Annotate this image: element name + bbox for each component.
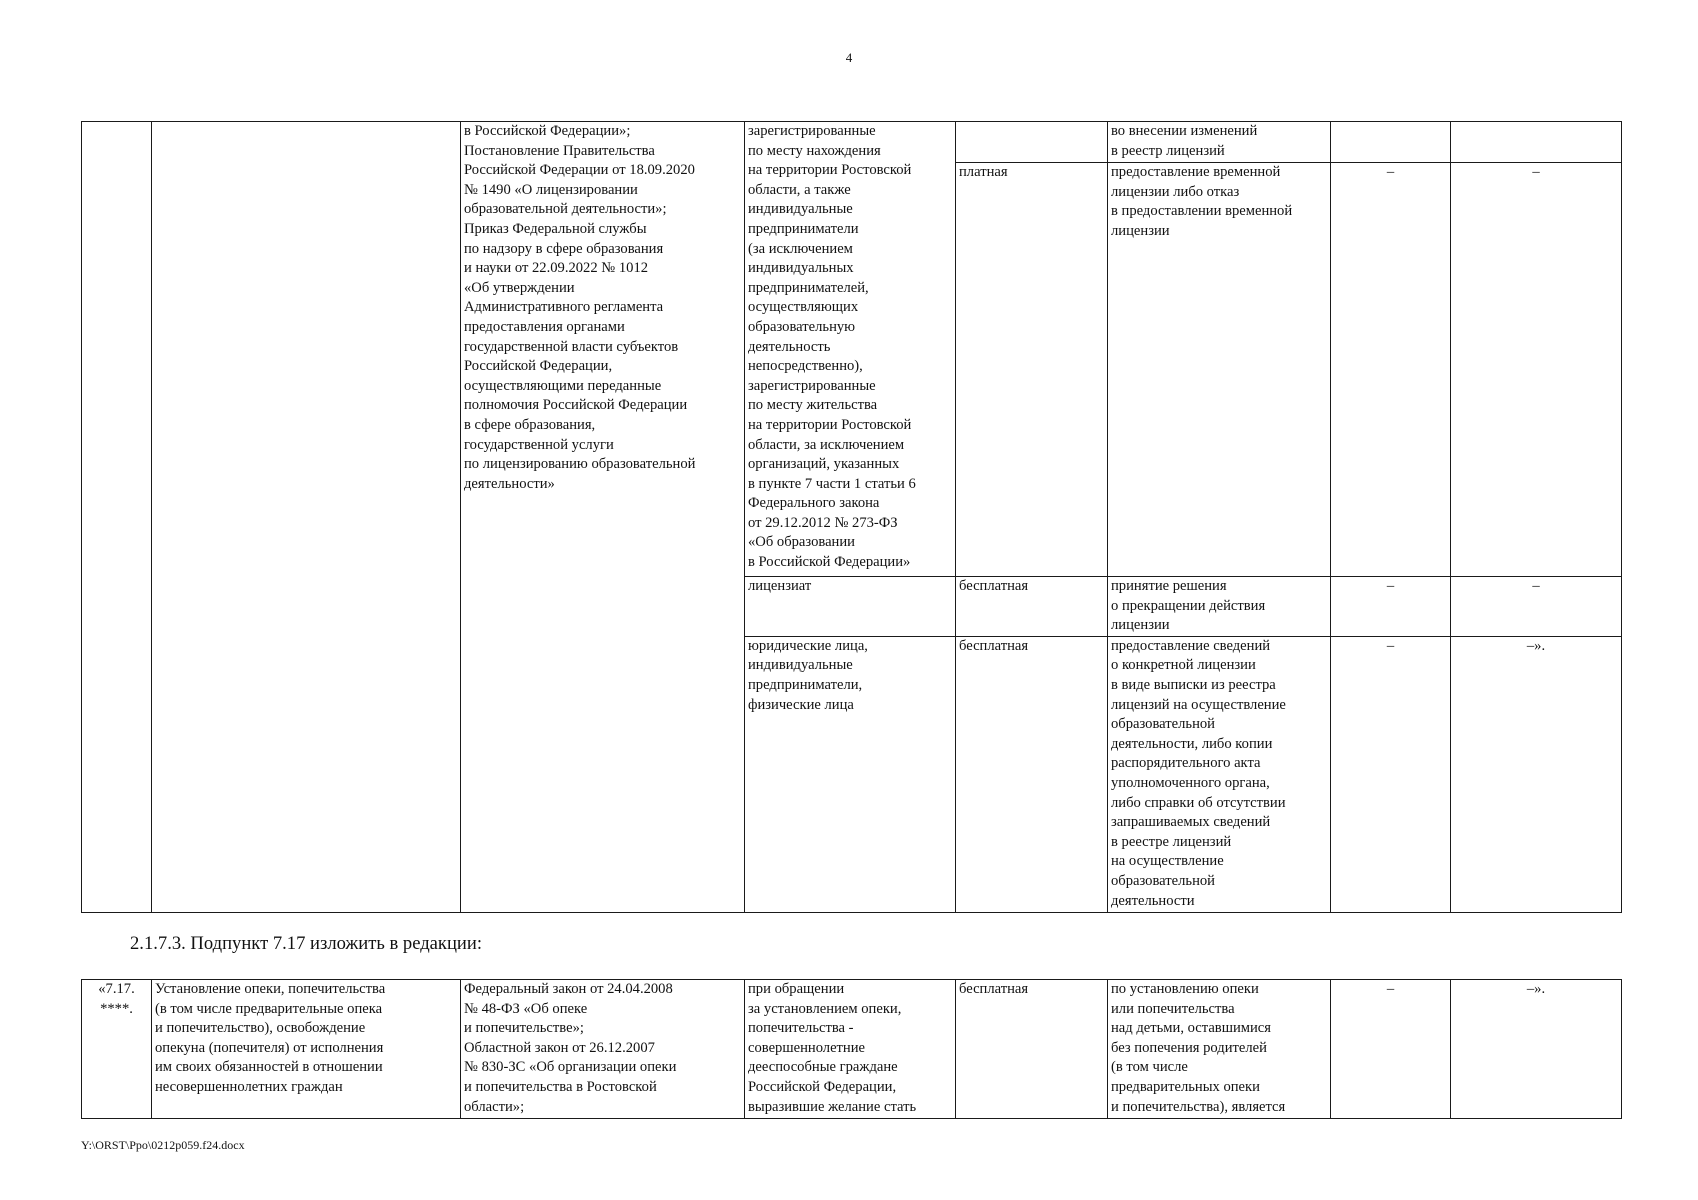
service-name-cell: Установление опеки, попечительства (в том числе предварительные опека и попечительство), освобождение опекуна (попечителя) от исполнения им своих обязанностей в отношении несовершеннолетних граждан <box>152 980 461 1119</box>
table-cell: – <box>1451 577 1622 637</box>
table-cell: – <box>1331 980 1451 1119</box>
table-cell: – <box>1331 577 1451 637</box>
table-cell: – <box>1451 163 1622 577</box>
result-cell: предоставление временной лицензии либо отказ в предоставлении временной лицензии <box>1108 163 1331 577</box>
legal-basis-cell: в Российской Федерации»; Постановление Правительства Российской Федерации от 18.09.2020 № 1490 «О лицензировании образовательной деятельности»; Приказ Федеральной службы по надзору в сфере образования и науки от 22.09.2022 № 1012 «Об утверждении Административного регламента предоставления органами государственной власти субъектов Российской Федерации, осуществляющими переданные полномочия Российской Федерации в сфере образования, государственной услуги по лицензированию образовательной деятельности» <box>461 122 745 913</box>
services-table-continued <box>81 121 1622 913</box>
table-cell: –». <box>1451 636 1622 912</box>
table-cell: –». <box>1451 980 1622 1119</box>
file-path-footer: Y:\ORST\Ppo\0212p059.f24.docx <box>81 1138 245 1152</box>
fee-cell <box>956 122 1108 163</box>
table-row <box>82 122 1622 163</box>
section-heading: 2.1.7.3. Подпункт 7.17 изложить в редакции: <box>130 933 482 954</box>
table-cell-empty <box>82 122 152 913</box>
result-cell: принятие решения о прекращении действия лицензии <box>1108 577 1331 637</box>
fee-cell: бесплатная <box>956 636 1108 912</box>
result-cell: во внесении изменений в реестр лицензий <box>1108 122 1331 163</box>
page-number: 4 <box>845 50 853 65</box>
table-cell-empty <box>152 122 461 913</box>
fee-cell: платная <box>956 163 1108 577</box>
table-cell: – <box>1331 636 1451 912</box>
applicants-cell: зарегистрированные по месту нахождения на территории Ростовской области, а также индивидуальные предприниматели (за исключением индивидуальных предпринимателей, осуществляющих образовательную деятельность непосредственно), зарегистрированные по месту жительства на территории Ростовской области, за исключением организаций, указанных в пункте 7 части 1 статьи 6 Федерального закона от 29.12.2012 № 273-ФЗ «Об образовании в Российской Федерации» <box>745 122 956 577</box>
applicants-cell: при обращении за установлением опеки, попечительства - совершеннолетние дееспособные граждане Российской Федерации, выразившие желание стать <box>745 980 956 1119</box>
fee-cell: бесплатная <box>956 577 1108 637</box>
legal-basis-cell: Федеральный закон от 24.04.2008 № 48-ФЗ «Об опеке и попечительстве»; Областной закон от 26.12.2007 № 830-ЗС «Об организации опеки и попечительства в Ростовской области»; <box>461 980 745 1119</box>
fee-cell: бесплатная <box>956 980 1108 1119</box>
table-cell <box>1451 122 1622 163</box>
table-row <box>82 980 1622 1119</box>
applicants-cell: юридические лица, индивидуальные предприниматели, физические лица <box>745 636 956 912</box>
result-cell: по установлению опеки или попечительства над детьми, оставшимися без попечения родителей (в том числе предварительных опеки и попечительства), является <box>1108 980 1331 1119</box>
item-number-cell: «7.17. ****. <box>82 980 152 1119</box>
table-cell: – <box>1331 163 1451 577</box>
services-table-7-17 <box>81 979 1622 1119</box>
result-cell: предоставление сведений о конкретной лицензии в виде выписки из реестра лицензий на осуществление образовательной деятельности, либо копии распорядительного акта уполномоченного органа, либо справки об отсутствии запрашиваемых сведений в реестре лицензий на осуществление образовательной деятельности <box>1108 636 1331 912</box>
applicants-cell: лицензиат <box>745 577 956 637</box>
table-cell <box>1331 122 1451 163</box>
